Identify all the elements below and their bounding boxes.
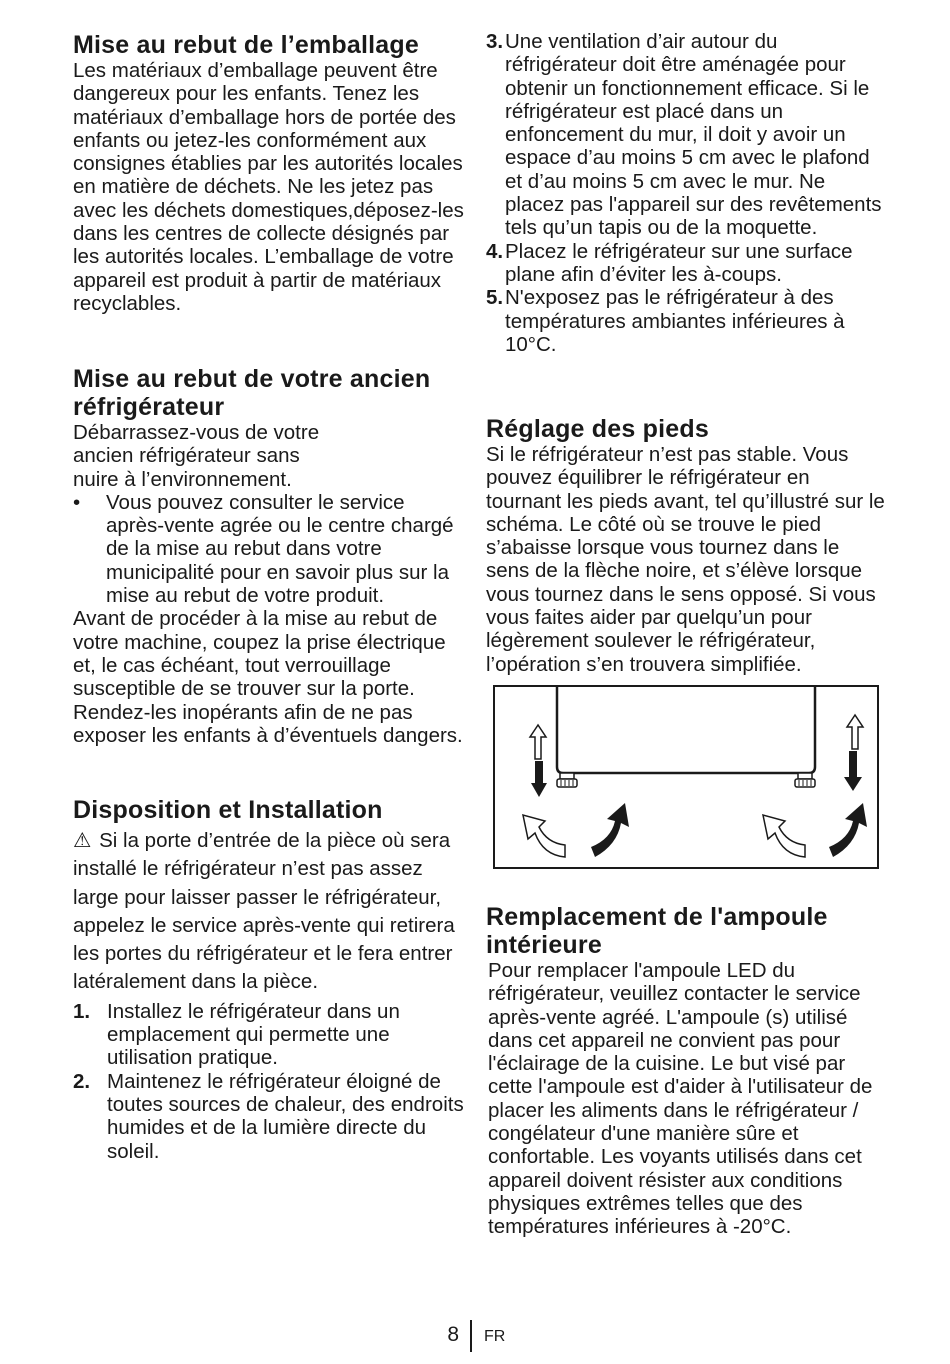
footer-divider (470, 1320, 472, 1352)
lamp-text: Pour remplacer l'ampoule LED du réfrigérateur, veuillez contacter le service après-vente agréé. L'ampoule (s) utilisé dans cet appareil ne convient pas pour l'éclairage de la cuisine. Le but visé par cette l'ampoule est d'aider à l'utilisateur de placer les aliments dans le réfrigérateur / congélateur d'une manière sûre et confortable. Les voyants utilisés dans cet appareil doivent résister aux conditions physiques extrêmes telles que des températures inférieures à -20°C. (488, 959, 873, 1239)
old-fridge-after-text: Avant de procéder à la mise au rebut de votre machine, coupez la prise électrique et, le cas échéant, tout verrouillage susceptible de se trouver sur la porte. Rendez-les inopérants afin de ne pas exposer les enfants à d’éventuels dangers. (73, 607, 463, 747)
left-down-arrow-icon (531, 761, 547, 797)
old-fridge-bullet (73, 491, 465, 607)
installation-warning-text: Si la porte d’entrée de la pièce où sera installé le réfrigérateur n’est pas assez large pour laisser passer le réfrigérateur, appelez le service après-vente qui retirera les portes du réfrigérateur et le fera entrer latéralement dans la pièce. (73, 829, 455, 994)
item-number: 3. (486, 30, 504, 53)
installation-item-4 (486, 240, 886, 287)
packaging-text: Les matériaux d’emballage peuvent être dangereux pour les enfants. Tenez les matériaux d’emballage hors de portée des enfants ou jetez-les conformément aux consignes établies par les autorités locales en matière de déchets. Ne les jetez pas avec les déchets domestiques,déposez-les dans les centres de collecte désignés par les autorités locales. L’emballage de votre appareil est produit à partir de matériaux recyclables. (73, 59, 464, 315)
lamp-section (486, 903, 886, 1239)
installation-continued (486, 30, 886, 356)
old-fridge-section (73, 365, 465, 747)
right-foot-icon (795, 773, 815, 787)
packaging-section (73, 31, 465, 315)
item-number: 2. (73, 1069, 91, 1093)
feet-section (486, 415, 886, 676)
item-text: Maintenez le réfrigérateur éloigné de toutes sources de chaleur, des endroits humides et de la lumière directe du soleil. (107, 1069, 464, 1163)
lamp-heading-line1: Remplacement de l'ampoule (486, 903, 828, 931)
item-text: Installez le réfrigérateur dans un emplacement qui permette une utilisation pratique. (107, 999, 400, 1070)
feet-heading: Réglage des pieds (486, 415, 709, 443)
item-number: 4. (486, 239, 504, 263)
left-foot-icon (557, 773, 577, 787)
right-down-arrow-icon (844, 751, 862, 791)
left-up-arrow-icon (530, 725, 546, 759)
right-up-arrow-icon (847, 715, 863, 749)
right-rotate-outline-arrow-icon (763, 815, 805, 857)
installation-warning (73, 827, 465, 997)
installation-heading: Disposition et Installation (73, 796, 383, 824)
item-text: Une ventilation d’air autour du réfrigérateur doit être aménagée pour obtenir un fonctionnement efficace. Si le réfrigérateur est placé dans un enfoncement du mur, il doit y avoir un espace d’au moins 5 cm avec le plafond et d’au moins 5 cm avec le mur. Ne placez pas l'appareil sur des revêtements tels qu’un tapis ou de la moquette. (505, 30, 882, 240)
bullet-mark: • (73, 490, 81, 514)
warning-icon: ⚠ (73, 829, 92, 852)
left-rotate-solid-arrow-icon (591, 803, 629, 857)
lamp-heading (486, 903, 886, 959)
left-rotate-outline-arrow-icon (523, 815, 565, 857)
page-number: 8 (447, 1323, 459, 1346)
item-text: Placez le réfrigérateur sur une surface plane afin d’éviter les à-coups. (505, 239, 853, 286)
item-text: N'exposez pas le réfrigérateur à des températures ambiantes inférieures à 10°C. (505, 286, 845, 356)
installation-item-3 (486, 30, 886, 240)
old-fridge-heading-line2: réfrigérateur (73, 393, 225, 421)
installation-item-2 (73, 1070, 465, 1163)
fridge-body (557, 687, 815, 773)
item-number: 5. (486, 286, 504, 310)
installation-item-1 (73, 1000, 465, 1070)
old-fridge-intro: Débarrassez-vous de votre ancien réfrigérateur sans nuire à l’environnement. (73, 421, 320, 491)
installation-section (73, 796, 465, 1163)
packaging-heading: Mise au rebut de l’emballage (73, 31, 419, 59)
right-rotate-solid-arrow-icon (829, 803, 867, 857)
lamp-heading-line2: intérieure (486, 931, 602, 959)
feet-text: Si le réfrigérateur n’est pas stable. Vous pouvez équilibrer le réfrigérateur en tournant les pieds avant, tel qu’illustré sur le schéma. Le côté où se trouve le pied s’abaisse lorsque vous tournez dans le sens de la flèche noire, et s’élève lorsque vous tournez dans le sens opposé. Si vous vous faites aider par quelqu’un pour légèrement soulever le réfrigérateur, l’opération s’en trouvera simplifiée. (486, 443, 885, 676)
feet-adjustment-illustration (493, 685, 879, 869)
old-fridge-bullet-text: Vous pouvez consulter le service après-vente agrée ou le centre chargé de la mise au rebut dans votre municipalité pour en savoir plus sur la mise au rebut de votre produit. (106, 490, 454, 608)
installation-item-5 (486, 286, 886, 356)
language-code: FR (484, 1328, 506, 1345)
page-footer (0, 1320, 950, 1352)
old-fridge-heading-line1: Mise au rebut de votre ancien (73, 365, 431, 393)
item-number: 1. (73, 999, 91, 1023)
old-fridge-heading (73, 365, 465, 421)
